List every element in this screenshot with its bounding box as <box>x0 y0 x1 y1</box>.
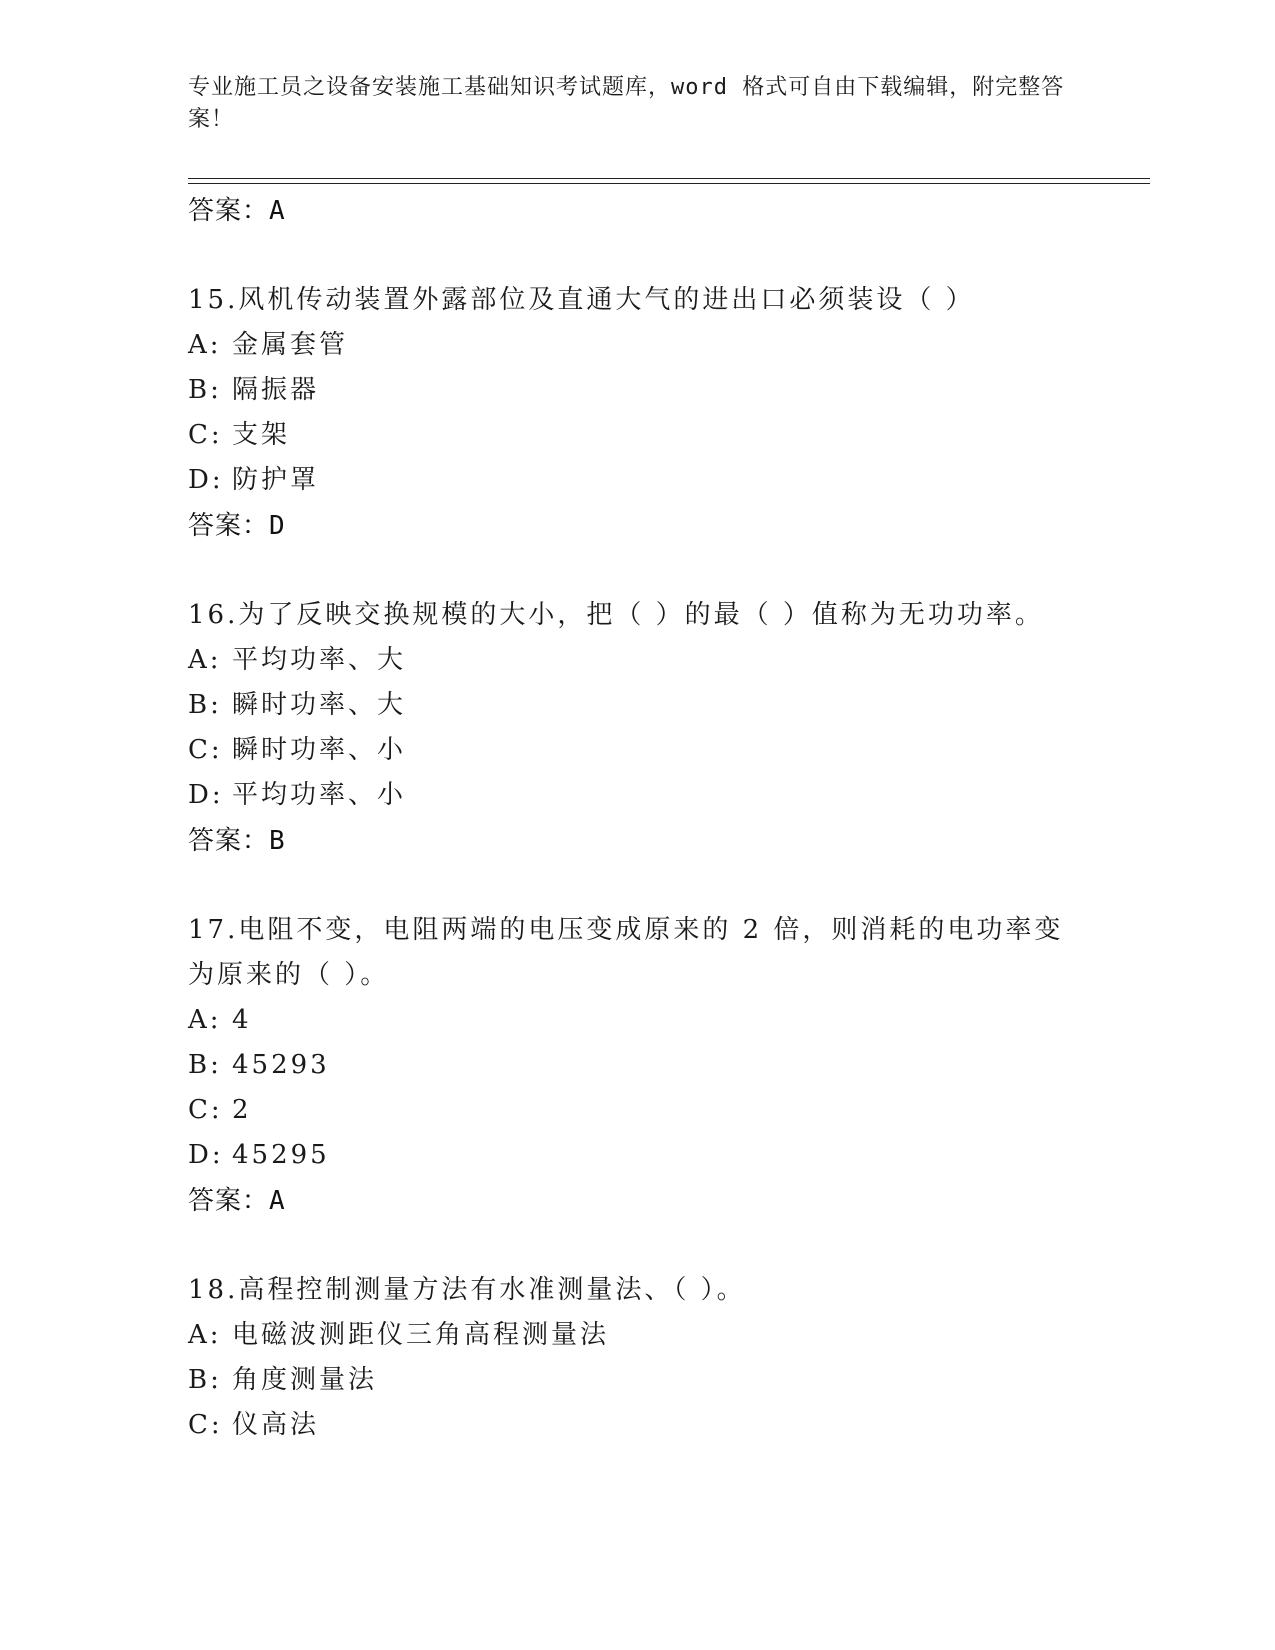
option-text: 隔振器 <box>232 375 320 405</box>
question-list <box>188 188 1088 1448</box>
answer-label: 答案： <box>188 826 270 856</box>
question-text: 15.风机传动装置外露部位及直通大气的进出口必须装设（ ） <box>188 285 975 315</box>
option-text: 平均功率、小 <box>232 780 407 810</box>
option-letter: C: <box>188 1095 223 1125</box>
option-letter: C: <box>188 735 223 765</box>
option-letter: A: <box>188 1005 222 1035</box>
question-block-16 <box>188 593 1088 864</box>
option-letter: D: <box>188 465 224 495</box>
option-text: 45295 <box>232 1140 330 1170</box>
answer-label: 答案： <box>188 511 270 541</box>
answer-line <box>188 503 1088 549</box>
option-c <box>188 413 1088 458</box>
option-text: 防护罩 <box>232 465 320 495</box>
answer-key: A <box>269 1186 286 1216</box>
option-b <box>188 368 1088 413</box>
option-b <box>188 683 1088 728</box>
answer-line <box>188 1178 1088 1224</box>
option-d <box>188 773 1088 818</box>
option-text: 支架 <box>232 420 291 450</box>
answer-key: A <box>269 196 286 226</box>
question-text: 17.电阻不变，电阻两端的电压变成原来的 2 倍，则消耗的电功率变为原来的（ ）。 <box>188 915 1064 990</box>
answer-key: B <box>269 826 286 856</box>
option-text: 瞬时功率、小 <box>232 735 407 765</box>
option-letter: D: <box>188 780 224 810</box>
question-block-17 <box>188 908 1088 1224</box>
option-letter: A: <box>188 645 222 675</box>
question-text: 16.为了反映交换规模的大小，把（ ）的最（ ）值称为无功功率。 <box>188 600 1044 630</box>
option-letter: D: <box>188 1140 224 1170</box>
answer-label: 答案： <box>188 1186 270 1216</box>
option-letter: B: <box>188 690 222 720</box>
question-block-15 <box>188 278 1088 549</box>
option-text: 2 <box>232 1095 252 1125</box>
option-d <box>188 1133 1088 1178</box>
option-a <box>188 1313 1088 1358</box>
header-divider-top <box>188 178 1150 179</box>
option-c <box>188 1403 1088 1448</box>
question-block-18 <box>188 1268 1088 1448</box>
header-divider-bottom <box>188 183 1150 184</box>
option-letter: A: <box>188 1320 222 1350</box>
answer-label: 答案： <box>188 196 270 226</box>
option-text: 角度测量法 <box>232 1365 378 1395</box>
option-b <box>188 1043 1088 1088</box>
document-header: 专业施工员之设备安装施工基础知识考试题库，word 格式可自由下载编辑，附完整答案！ <box>188 75 1065 132</box>
option-text: 45293 <box>232 1050 330 1080</box>
option-a <box>188 998 1088 1043</box>
option-letter: A: <box>188 330 222 360</box>
option-letter: C: <box>188 420 223 450</box>
option-text: 平均功率、大 <box>232 645 407 675</box>
option-c <box>188 1088 1088 1133</box>
option-b <box>188 1358 1088 1403</box>
option-letter: B: <box>188 1050 222 1080</box>
option-c <box>188 728 1088 773</box>
option-text: 瞬时功率、大 <box>232 690 407 720</box>
answer-line <box>188 818 1088 864</box>
question-text: 18.高程控制测量方法有水准测量法、（ ）。 <box>188 1275 746 1305</box>
option-text: 金属套管 <box>232 330 349 360</box>
answer-key: D <box>269 511 286 541</box>
option-letter: B: <box>188 375 222 405</box>
option-a <box>188 323 1088 368</box>
option-text: 仪高法 <box>232 1410 320 1440</box>
answer-line <box>188 188 1088 234</box>
option-letter: B: <box>188 1365 222 1395</box>
option-d <box>188 458 1088 503</box>
option-text: 4 <box>232 1005 252 1035</box>
option-text: 电磁波测距仪三角高程测量法 <box>232 1320 610 1350</box>
option-a <box>188 638 1088 683</box>
option-letter: C: <box>188 1410 223 1440</box>
